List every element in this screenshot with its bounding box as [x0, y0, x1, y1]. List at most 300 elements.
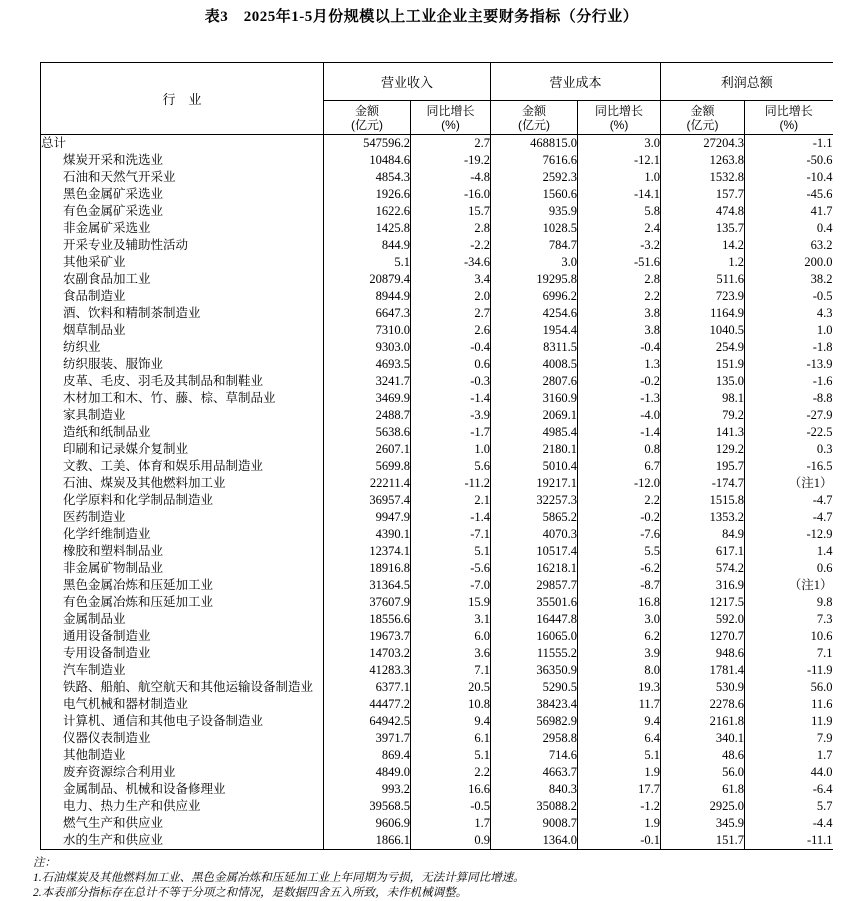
value-cell: 18556.6 [324, 611, 411, 628]
growth-label: 同比增长 [764, 103, 813, 118]
value-cell: -4.4 [812, 816, 833, 830]
value-cell: 935.9 [491, 203, 578, 220]
value-cell: 10.6 [810, 629, 833, 643]
industry-name: 其他采矿业 [41, 254, 324, 271]
value-cell: 29857.7 [491, 577, 578, 594]
value-cell: 12374.1 [324, 543, 411, 560]
value-cell: 3.1 [411, 611, 491, 628]
value-cell: 98.1 [661, 390, 745, 407]
value-cell: -8.8 [812, 391, 833, 405]
value-cell: -0.4 [578, 339, 661, 356]
value-cell: -10.4 [806, 170, 833, 184]
value-cell: 5865.2 [491, 509, 578, 526]
value-cell: -27.9 [806, 408, 833, 422]
value-cell: 7.9 [816, 731, 833, 745]
value-cell: 16218.1 [491, 560, 578, 577]
value-cell: 41.7 [810, 204, 833, 218]
value-cell: -0.2 [578, 509, 661, 526]
table-body [41, 135, 833, 850]
value-cell: 617.1 [661, 543, 745, 560]
value-cell: 468815.0 [491, 135, 578, 153]
value-cell: -3.2 [578, 237, 661, 254]
header-group-row [41, 63, 833, 101]
amount-unit: (亿元) [351, 117, 383, 132]
value-cell: 0.6 [816, 561, 833, 575]
amount-unit: (亿元) [686, 117, 719, 132]
industry-name: 橡胶和塑料制品业 [41, 543, 324, 560]
value-cell: 44477.2 [324, 696, 411, 713]
amount-label: 金额 [354, 103, 379, 118]
value-cell: 64942.5 [324, 713, 411, 730]
profit-amount-header [661, 101, 745, 135]
value-cell: 784.7 [491, 237, 578, 254]
industry-name: 有色金属冶炼和压延加工业 [41, 594, 324, 611]
value-cell: 36350.9 [491, 662, 578, 679]
value-cell: 41283.3 [324, 662, 411, 679]
value-cell: -7.0 [411, 577, 491, 594]
revenue-growth-header [411, 101, 491, 135]
value-cell: 5699.8 [324, 458, 411, 475]
value-cell: 35501.6 [491, 594, 578, 611]
value-cell: 36957.4 [324, 492, 411, 509]
value-cell: 56.0 [810, 680, 833, 694]
value-cell: 10517.4 [491, 543, 578, 560]
value-cell: 1515.8 [661, 492, 745, 509]
table-row [41, 509, 833, 526]
value-cell: 530.9 [661, 679, 745, 696]
value-cell: -16.5 [806, 459, 833, 473]
value-cell: 20879.4 [324, 271, 411, 288]
value-cell: 11.9 [811, 714, 833, 728]
table-row [41, 186, 833, 203]
value-cell: 5010.4 [491, 458, 578, 475]
value-cell: 1.9 [578, 815, 661, 832]
value-cell: -3.9 [411, 407, 491, 424]
value-cell: 4.3 [816, 306, 833, 320]
value-cell: 1926.6 [324, 186, 411, 203]
page-title: 表3 2025年1-5月份规模以上工业企业主要财务指标（分行业） [204, 9, 639, 25]
value-cell: -11.2 [411, 475, 491, 492]
value-cell: 1364.0 [491, 832, 578, 850]
value-cell: -12.1 [578, 152, 661, 169]
value-cell: -1.4 [411, 509, 491, 526]
value-cell: 9303.0 [324, 339, 411, 356]
value-cell: -16.0 [411, 186, 491, 203]
value-cell: 2925.0 [661, 798, 745, 815]
value-cell: 316.9 [661, 577, 745, 594]
table-row [41, 169, 833, 186]
value-cell: 4985.4 [491, 424, 578, 441]
value-cell: 1.4 [816, 544, 833, 558]
industry-name: 石油和天然气开采业 [41, 169, 324, 186]
group-header-profit: 利润总额 [661, 63, 833, 101]
value-cell: 4390.1 [324, 526, 411, 543]
value-cell: 3.8 [578, 305, 661, 322]
value-cell: 157.7 [661, 186, 745, 203]
industry-name: 汽车制造业 [41, 662, 324, 679]
value-cell: -51.6 [578, 254, 661, 271]
value-cell: -4.7 [812, 493, 833, 507]
table-row [41, 662, 833, 679]
table-row [41, 594, 833, 611]
value-cell: 3.4 [411, 271, 491, 288]
table-row [41, 730, 833, 747]
value-cell: -12.0 [578, 475, 661, 492]
value-cell: 18916.8 [324, 560, 411, 577]
value-cell: 16065.0 [491, 628, 578, 645]
value-cell: 38.2 [810, 272, 833, 286]
value-cell: -1.7 [411, 424, 491, 441]
industry-name: 开采专业及辅助性活动 [41, 237, 324, 254]
value-cell: 5638.6 [324, 424, 411, 441]
growth-label: 同比增长 [595, 103, 644, 118]
value-cell: 9947.9 [324, 509, 411, 526]
value-cell: 5.8 [578, 203, 661, 220]
value-cell: 1263.8 [661, 152, 745, 169]
value-cell: 5.6 [411, 458, 491, 475]
table-row [41, 577, 833, 594]
industry-name: 皮革、毛皮、羽毛及其制品和制鞋业 [41, 373, 324, 390]
value-cell: 4849.0 [324, 764, 411, 781]
value-cell: -11.9 [806, 663, 833, 677]
value-cell: 714.6 [491, 747, 578, 764]
table-row [41, 492, 833, 509]
industry-name: 烟草制品业 [41, 322, 324, 339]
value-cell: -1.4 [411, 390, 491, 407]
industry-name: 纺织服装、服饰业 [41, 356, 324, 373]
value-cell: 0.3 [816, 442, 833, 456]
value-cell: -12.9 [806, 527, 833, 541]
value-cell: 2807.6 [491, 373, 578, 390]
value-cell: 574.2 [661, 560, 745, 577]
value-cell: -14.1 [578, 186, 661, 203]
value-cell: 2180.1 [491, 441, 578, 458]
value-cell: -0.2 [578, 373, 661, 390]
value-cell: 1353.2 [661, 509, 745, 526]
value-cell: 840.3 [491, 781, 578, 798]
table-row [41, 475, 833, 492]
value-cell: 3.0 [578, 135, 661, 153]
value-cell: -11.1 [745, 832, 833, 850]
value-cell: 2.7 [411, 135, 491, 153]
value-cell: -7.6 [578, 526, 661, 543]
value-cell: 32257.3 [491, 492, 578, 509]
value-cell: 6.4 [578, 730, 661, 747]
note-item-2: 2.本表部分指标存在总计不等于分项之和情况，是数据四舍五入所致，未作机械调整。 [33, 887, 468, 899]
table-row [41, 237, 833, 254]
value-cell: 11.7 [578, 696, 661, 713]
industry-name: 化学原料和化学制品制造业 [41, 492, 324, 509]
value-cell: 5.7 [816, 799, 833, 813]
value-cell: 0.4 [816, 221, 833, 235]
value-cell: 345.9 [661, 815, 745, 832]
amount-label: 金额 [690, 103, 715, 118]
value-cell: 5.5 [578, 543, 661, 560]
amount-label: 金额 [522, 103, 547, 118]
value-cell: 38423.4 [491, 696, 578, 713]
value-cell: 2.8 [578, 271, 661, 288]
value-cell: 16.6 [411, 781, 491, 798]
table-row [41, 424, 833, 441]
value-cell: 16447.8 [491, 611, 578, 628]
profit-growth-header [745, 101, 833, 135]
value-cell: 11.6 [811, 697, 833, 711]
value-cell: 2.2 [578, 288, 661, 305]
value-cell: 10484.6 [324, 152, 411, 169]
value-cell: -19.2 [411, 152, 491, 169]
value-cell: 844.9 [324, 237, 411, 254]
table-row [41, 815, 833, 832]
value-cell: 1532.8 [661, 169, 745, 186]
value-cell: 15.9 [411, 594, 491, 611]
value-cell: 0.8 [578, 441, 661, 458]
industry-column-header: 行 业 [41, 63, 324, 135]
value-cell: -0.5 [411, 798, 491, 815]
value-cell: 3160.9 [491, 390, 578, 407]
table-row [41, 543, 833, 560]
value-cell: 6.7 [578, 458, 661, 475]
table-row [41, 135, 833, 153]
value-cell: 129.2 [661, 441, 745, 458]
table-row [41, 356, 833, 373]
value-cell: 948.6 [661, 645, 745, 662]
table-row [41, 152, 833, 169]
value-cell: 2592.3 [491, 169, 578, 186]
value-cell: 1.3 [578, 356, 661, 373]
value-cell: 17.7 [578, 781, 661, 798]
value-cell: 1866.1 [324, 832, 411, 850]
value-cell: 5290.5 [491, 679, 578, 696]
table-row [41, 288, 833, 305]
table-row [41, 390, 833, 407]
value-cell: 869.4 [324, 747, 411, 764]
value-cell: 2.2 [578, 492, 661, 509]
value-cell: 1.0 [578, 169, 661, 186]
value-cell: 1.0 [411, 441, 491, 458]
value-cell: 2607.1 [324, 441, 411, 458]
value-cell: 1.0 [816, 323, 833, 337]
value-cell: 10.8 [411, 696, 491, 713]
value-cell: 3.0 [491, 254, 578, 271]
value-cell: 7.1 [816, 646, 833, 660]
value-cell: 0.9 [411, 832, 491, 850]
table-row [41, 628, 833, 645]
value-cell: 15.7 [411, 203, 491, 220]
value-cell: 0.6 [411, 356, 491, 373]
value-cell: 141.3 [661, 424, 745, 441]
value-cell: 511.6 [661, 271, 745, 288]
value-cell: 1954.4 [491, 322, 578, 339]
cost-growth-header [578, 101, 661, 135]
industry-name: 非金属矿采选业 [41, 220, 324, 237]
table-row [41, 254, 833, 271]
value-cell: 592.0 [661, 611, 745, 628]
value-cell: 6377.1 [324, 679, 411, 696]
table-row [41, 560, 833, 577]
industry-name: 电力、热力生产和供应业 [41, 798, 324, 815]
table-row [41, 747, 833, 764]
value-cell: 1.2 [661, 254, 745, 271]
value-cell: 3.9 [578, 645, 661, 662]
growth-unit: (%) [779, 117, 799, 132]
cost-amount-header [491, 101, 578, 135]
value-cell: 19295.8 [491, 271, 578, 288]
value-cell: 5.1 [411, 543, 491, 560]
value-cell: 14703.2 [324, 645, 411, 662]
value-cell: 135.0 [661, 373, 745, 390]
value-cell: 2.2 [411, 764, 491, 781]
value-cell: 19673.7 [324, 628, 411, 645]
value-cell: 254.9 [661, 339, 745, 356]
value-cell: 2.4 [578, 220, 661, 237]
value-cell: 6.2 [578, 628, 661, 645]
value-cell: 44.0 [810, 765, 833, 779]
value-cell: 8311.5 [491, 339, 578, 356]
value-cell: 1040.5 [661, 322, 745, 339]
value-cell: 63.2 [810, 238, 833, 252]
value-cell: 9.4 [411, 713, 491, 730]
value-cell: -4.8 [411, 169, 491, 186]
table-row [41, 526, 833, 543]
value-cell: 31364.5 [324, 577, 411, 594]
table-row [41, 407, 833, 424]
value-cell: 1622.6 [324, 203, 411, 220]
value-cell: 195.7 [661, 458, 745, 475]
value-cell: 1560.6 [491, 186, 578, 203]
value-cell: -174.7 [661, 475, 745, 492]
industry-name: 化学纤维制造业 [41, 526, 324, 543]
growth-unit: (%) [441, 117, 460, 132]
industry-name: 总计 [41, 135, 324, 153]
industry-name: 非金属矿物制品业 [41, 560, 324, 577]
value-cell: 37607.9 [324, 594, 411, 611]
value-cell: 3241.7 [324, 373, 411, 390]
table-row [41, 798, 833, 815]
group-header-cost: 营业成本 [491, 63, 661, 101]
value-cell: 27204.3 [661, 135, 745, 153]
industry-name: 纺织业 [41, 339, 324, 356]
industry-name: 金属制品、机械和设备修理业 [41, 781, 324, 798]
industry-name: 煤炭开采和洗选业 [41, 152, 324, 169]
value-cell: 7616.6 [491, 152, 578, 169]
value-cell: 39568.5 [324, 798, 411, 815]
value-cell: 5.1 [411, 747, 491, 764]
notes-label: 注： [33, 857, 56, 869]
value-cell: 340.1 [661, 730, 745, 747]
industry-name: 电气机械和器材制造业 [41, 696, 324, 713]
value-cell: 3.0 [578, 611, 661, 628]
industry-name: 造纸和纸制品业 [41, 424, 324, 441]
value-cell: -4.0 [578, 407, 661, 424]
industry-name: 黑色金属矿采选业 [41, 186, 324, 203]
industry-name: 专用设备制造业 [41, 645, 324, 662]
value-cell: 5.1 [324, 254, 411, 271]
table-row [41, 373, 833, 390]
value-cell: 474.8 [661, 203, 745, 220]
industry-name: 医药制造业 [41, 509, 324, 526]
value-cell: 2.6 [411, 322, 491, 339]
note-item-1: 1.石油煤炭及其他燃料加工业、黑色金属冶炼和压延加工业上年同期为亏损，无法计算同比增速。 [33, 872, 525, 884]
industry-name: 废弃资源综合利用业 [41, 764, 324, 781]
table-row [41, 203, 833, 220]
value-cell: 1425.8 [324, 220, 411, 237]
revenue-amount-header [324, 101, 411, 135]
value-cell: 8.0 [578, 662, 661, 679]
value-cell: -6.2 [578, 560, 661, 577]
value-cell: -1.6 [812, 374, 833, 388]
value-cell: 56982.9 [491, 713, 578, 730]
value-cell: 9008.7 [491, 815, 578, 832]
industry-name: 文教、工美、体育和娱乐用品制造业 [41, 458, 324, 475]
value-cell: 2488.7 [324, 407, 411, 424]
industry-name: 燃气生产和供应业 [41, 815, 324, 832]
value-cell: 2.7 [411, 305, 491, 322]
table-row [41, 781, 833, 798]
value-cell: 8944.9 [324, 288, 411, 305]
value-cell: 19.3 [578, 679, 661, 696]
value-cell: 151.9 [661, 356, 745, 373]
value-cell: 3.6 [411, 645, 491, 662]
value-cell: 9606.9 [324, 815, 411, 832]
value-cell: -1.2 [578, 798, 661, 815]
financial-indicators-table [40, 62, 833, 850]
value-cell: 7.1 [411, 662, 491, 679]
value-cell: 7310.0 [324, 322, 411, 339]
value-cell: -6.4 [812, 782, 833, 796]
value-cell: 9.4 [578, 713, 661, 730]
value-cell: -1.3 [578, 390, 661, 407]
value-cell: 6.1 [411, 730, 491, 747]
industry-name: 计算机、通信和其他电子设备制造业 [41, 713, 324, 730]
table-row [41, 305, 833, 322]
amount-unit: (亿元) [518, 117, 551, 132]
table-row [41, 220, 833, 237]
industry-name: 其他制造业 [41, 747, 324, 764]
value-cell: 3469.9 [324, 390, 411, 407]
value-cell: 20.5 [411, 679, 491, 696]
value-cell: 151.7 [661, 832, 745, 850]
value-cell: 2069.1 [491, 407, 578, 424]
notes [33, 856, 843, 901]
industry-name: 通用设备制造业 [41, 628, 324, 645]
value-cell: -22.5 [806, 425, 833, 439]
table-row [41, 339, 833, 356]
value-cell: 22211.4 [324, 475, 411, 492]
value-cell: -4.7 [812, 510, 833, 524]
value-cell: 35088.2 [491, 798, 578, 815]
value-cell: 2.8 [411, 220, 491, 237]
value-cell: 2161.8 [661, 713, 745, 730]
value-cell: 9.8 [816, 595, 833, 609]
value-cell: 547596.2 [324, 135, 411, 153]
value-cell: -7.1 [411, 526, 491, 543]
value-cell: 2958.8 [491, 730, 578, 747]
value-cell: -2.2 [411, 237, 491, 254]
industry-name: 木材加工和木、竹、藤、棕、草制品业 [41, 390, 324, 407]
value-cell: 1164.9 [661, 305, 745, 322]
table-row [41, 764, 833, 781]
value-cell: 79.2 [661, 407, 745, 424]
value-cell: 2.0 [411, 288, 491, 305]
value-cell: 723.9 [661, 288, 745, 305]
value-cell: -0.3 [411, 373, 491, 390]
value-cell: -45.6 [806, 187, 833, 201]
value-cell: 6647.3 [324, 305, 411, 322]
value-cell: 1.7 [816, 748, 833, 762]
value-cell: 1028.5 [491, 220, 578, 237]
value-cell: 48.6 [661, 747, 745, 764]
value-cell: 4854.3 [324, 169, 411, 186]
